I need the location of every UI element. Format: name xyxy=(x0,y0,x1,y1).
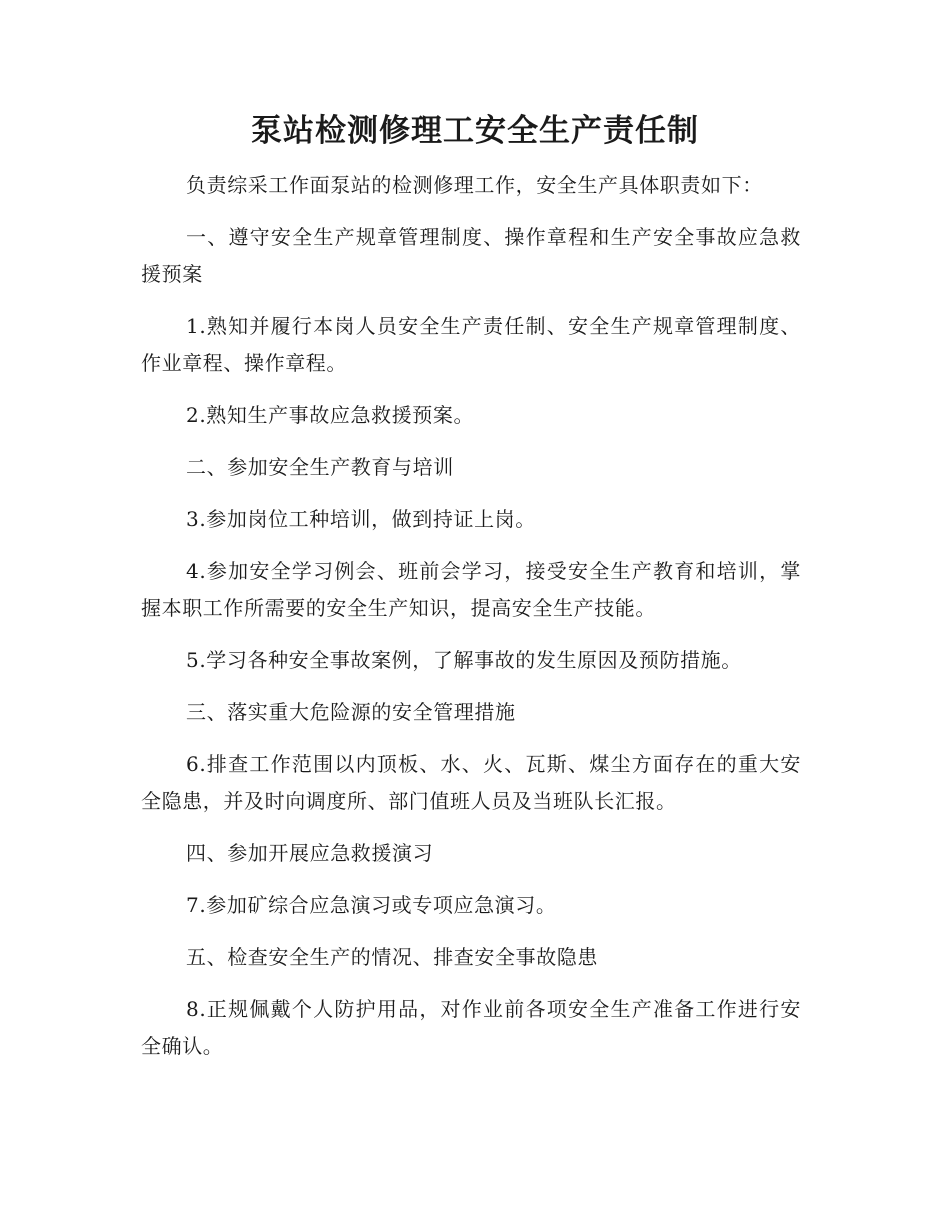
intro-paragraph: 负责综采工作面泵站的检测修理工作，安全生产具体职责如下： xyxy=(186,173,763,197)
section-heading-1: 一、遵守安全生产规章管理制度、操作章程和生产安全事故应急救援预案 xyxy=(141,225,801,286)
list-item-8: 8.正规佩戴个人防护用品，对作业前各项安全生产准备工作进行安全确认。 xyxy=(141,997,801,1058)
list-item-6: 6.排查工作范围以内顶板、水、火、瓦斯、煤尘方面存在的重大安全隐患，并及时向调度所、部门值班人员及当班队长汇报。 xyxy=(141,752,801,813)
section-heading-3: 三、落实重大危险源的安全管理措施 xyxy=(186,700,516,724)
section-heading-2: 二、参加安全生产教育与培训 xyxy=(186,455,454,479)
section-heading-4: 四、参加开展应急救援演习 xyxy=(186,841,434,865)
list-item-5: 5.学习各种安全事故案例，了解事故的发生原因及预防措施。 xyxy=(186,648,742,672)
list-item-3: 3.参加岗位工种培训，做到持证上岗。 xyxy=(186,507,536,531)
section-heading-5: 五、检查安全生产的情况、排查安全事故隐患 xyxy=(186,945,598,969)
document-body xyxy=(141,167,801,1065)
list-item-7: 7.参加矿综合应急演习或专项应急演习。 xyxy=(186,893,557,917)
list-item-4: 4.参加安全学习例会、班前会学习，接受安全生产教育和培训，掌握本职工作所需要的安全生产知识，提高安全生产技能。 xyxy=(141,559,801,620)
list-item-1: 1.熟知并履行本岗人员安全生产责任制、安全生产规章管理制度、作业章程、操作章程。 xyxy=(141,314,801,375)
list-item-2: 2.熟知生产事故应急救援预案。 xyxy=(186,403,475,427)
document-title: 泵站检测修理工安全生产责任制 xyxy=(251,113,699,149)
